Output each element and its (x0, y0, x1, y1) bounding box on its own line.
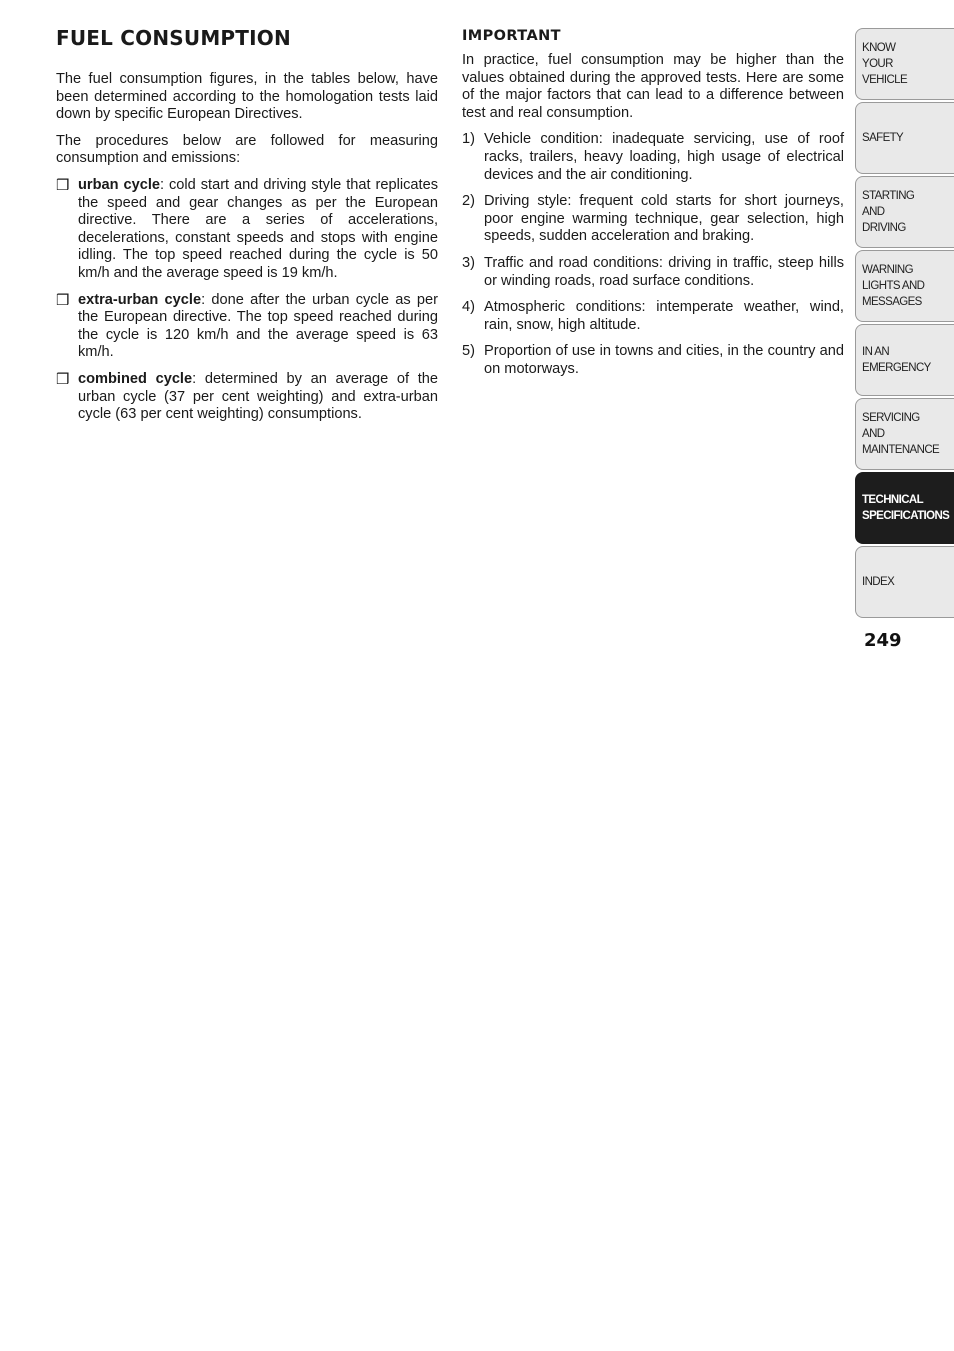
item-number: 2) (462, 193, 475, 210)
procedures-paragraph: The procedures below are followed for measuring consumption and emissions: (56, 132, 438, 167)
bullet-extra-urban-cycle (56, 292, 438, 362)
item-text: Vehicle condition: inadequate servicing, use of roof racks, trailers, heavy loading, high usage of electrical devices and the air conditioning. (484, 131, 844, 183)
bullet-text: : done after the urban cycle as per the European directive. The top speed reached during the cycle is 120 km/h and the average speed is 63 km/h. (78, 291, 438, 361)
factor-item (462, 255, 844, 290)
page-number: 249 (864, 630, 902, 651)
checkbox-bullet-icon: ❒ (56, 370, 70, 388)
bullet-text: : cold start and driving style that replicates the speed and gear changes as per the European directive. There are a series of accelerations, decelerations, constant speeds and stops with engine idling. The top speed reached during the cycle is 50 km/h and the average speed is 19 km/h. (78, 176, 438, 281)
checkbox-bullet-icon: ❒ (56, 176, 70, 194)
factor-item (462, 343, 844, 378)
intro-paragraph: The fuel consumption figures, in the tables below, have been determined according to the homologation tests laid down by specific European Directives. (56, 71, 438, 123)
left-column (56, 22, 438, 433)
item-text: Proportion of use in towns and cities, in the country and on motorways. (484, 343, 844, 377)
factor-item (462, 299, 844, 334)
checkbox-bullet-icon: ❒ (56, 291, 70, 309)
item-text: Atmospheric conditions: intemperate weather, wind, rain, snow, high altitude. (484, 299, 844, 333)
right-column (462, 22, 844, 388)
bullet-text: : determined by an average of the urban cycle (37 per cent weighting) and extra-urban cycle (63 per cent weighting) consumptions. (78, 370, 438, 423)
item-number: 1) (462, 131, 475, 148)
item-number: 5) (462, 343, 475, 360)
bullet-term: combined cycle (78, 370, 193, 387)
bullet-term: extra-urban cycle (78, 291, 202, 308)
bullet-term: urban cycle (78, 176, 161, 193)
important-intro: In practice, fuel consumption may be higher than the values obtained during the approved tests. Here are some of the major factors that can lead to a difference between test and real consumption. (462, 52, 844, 121)
tab-servicing-maintenance[interactable]: SERVICING AND MAINTENANCE (855, 398, 954, 470)
item-text: Driving style: frequent cold starts for short journeys, poor engine warming technique, gear selection, high speeds, sudden acceleration and braking. (484, 193, 844, 245)
item-number: 4) (462, 299, 475, 316)
section-tabs (855, 28, 954, 620)
tab-know-your-vehicle[interactable]: KNOW YOUR VEHICLE (855, 28, 954, 100)
tab-in-an-emergency[interactable]: IN AN EMERGENCY (855, 324, 954, 396)
bullet-combined-cycle (56, 371, 438, 424)
bullet-urban-cycle (56, 177, 438, 283)
page-title: FUEL CONSUMPTION (56, 26, 291, 50)
important-heading: IMPORTANT (462, 28, 561, 44)
factor-item (462, 193, 844, 246)
tab-warning-lights[interactable]: WARNING LIGHTS AND MESSAGES (855, 250, 954, 322)
tab-safety[interactable]: SAFETY (855, 102, 954, 174)
item-number: 3) (462, 254, 475, 271)
item-text: Traffic and road conditions: driving in traffic, steep hills or winding roads, road surface conditions. (484, 254, 844, 289)
tab-index[interactable]: INDEX (855, 546, 954, 618)
tab-starting-and-driving[interactable]: STARTING AND DRIVING (855, 176, 954, 248)
tab-technical-specifications[interactable]: TECHNICAL SPECIFICATIONS (855, 472, 954, 544)
factor-item (462, 131, 844, 184)
